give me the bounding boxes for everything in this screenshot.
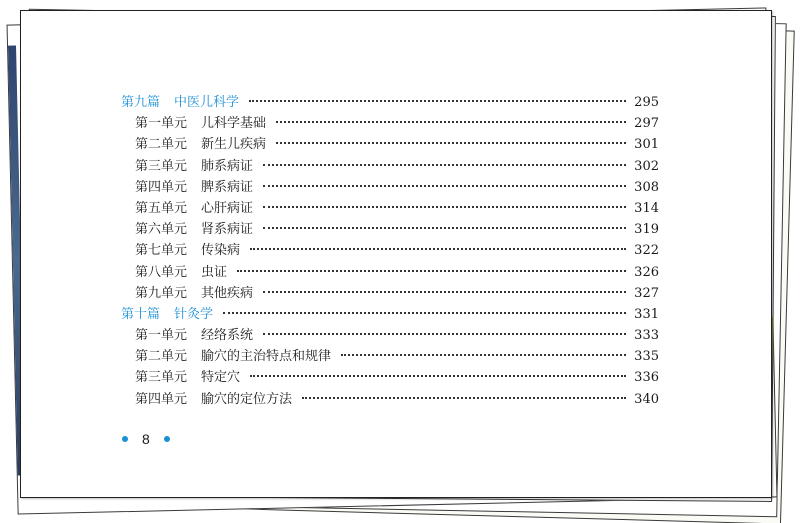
bullet-dot-icon (122, 436, 128, 442)
toc-entry-title: 虫证 (201, 264, 228, 280)
dot-leader (276, 121, 626, 123)
dot-leader (249, 100, 626, 102)
dot-leader (276, 142, 626, 144)
toc-entry-title: 儿科学基础 (201, 116, 267, 132)
toc-entry-label: 第二单元 (135, 349, 188, 365)
dot-leader (263, 185, 626, 187)
toc-page (20, 10, 772, 498)
toc-entry-page: 314 (634, 200, 659, 216)
toc-entry-page: 319 (634, 222, 659, 238)
page-number (122, 431, 170, 447)
dot-leader (250, 248, 626, 250)
dot-leader (263, 227, 626, 229)
toc-entry-label: 第三单元 (135, 158, 188, 174)
toc-entry-page: 326 (634, 264, 659, 280)
toc-unit-entry[interactable] (121, 112, 659, 133)
toc-unit-entry[interactable] (121, 261, 659, 282)
toc-entry-title: 肾系病证 (201, 222, 254, 238)
toc-entry-title: 腧穴的主治特点和规律 (201, 349, 332, 365)
toc-unit-entry[interactable] (121, 345, 659, 366)
page-number-text: 8 (142, 431, 150, 447)
toc-entry-page: 327 (634, 285, 659, 301)
toc-entry-page: 336 (634, 370, 659, 386)
toc-entry-page: 322 (634, 243, 659, 259)
toc-unit-entry[interactable] (121, 133, 659, 154)
toc-entry-title: 针灸学 (174, 306, 214, 322)
toc-unit-entry[interactable] (121, 388, 659, 409)
toc-entry-page: 335 (634, 349, 659, 365)
toc-entry-page: 340 (634, 391, 659, 407)
toc-entry-title: 其他疾病 (201, 285, 254, 301)
toc-entry-label: 第八单元 (135, 264, 188, 280)
toc-entry-title: 特定穴 (201, 370, 241, 386)
toc-entry-title: 经络系统 (201, 328, 254, 344)
toc-entry-page: 333 (634, 328, 659, 344)
toc-entry-label: 第七单元 (135, 243, 188, 259)
toc-entry-label: 第九篇 (121, 95, 161, 110)
toc-entry-title: 中医儿科学 (174, 95, 240, 110)
dot-leader (263, 164, 626, 166)
toc-entry-title: 新生儿疾病 (201, 137, 267, 153)
dot-leader (223, 312, 626, 314)
toc-entry-title: 腧穴的定位方法 (201, 391, 293, 407)
toc-entry-label: 第五单元 (135, 200, 188, 216)
toc-entry-label: 第一单元 (135, 328, 188, 344)
toc-part-entry[interactable] (121, 91, 659, 112)
toc-entry-page: 295 (634, 95, 659, 110)
toc-entry-page: 301 (634, 137, 659, 153)
toc-entry-label: 第十篇 (121, 306, 161, 322)
toc-unit-entry[interactable] (121, 366, 659, 387)
toc-entry-label: 第九单元 (135, 285, 188, 301)
toc-entry-label: 第二单元 (135, 137, 188, 153)
dot-leader (237, 270, 626, 272)
toc-entry-title: 脾系病证 (201, 179, 254, 195)
toc-unit-entry[interactable] (121, 324, 659, 345)
dot-leader (263, 206, 626, 208)
dot-leader (263, 333, 626, 335)
toc-unit-entry[interactable] (121, 218, 659, 239)
dot-leader (302, 397, 626, 399)
toc-entry-label: 第三单元 (135, 370, 188, 386)
toc-entry-page: 331 (634, 306, 659, 322)
toc-entry-page: 297 (634, 116, 659, 132)
toc-part-entry[interactable] (121, 303, 659, 324)
toc-entry-page: 302 (634, 158, 659, 174)
dot-leader (250, 375, 626, 377)
toc-entry-label: 第六单元 (135, 222, 188, 238)
toc-unit-entry[interactable] (121, 282, 659, 303)
toc-entry-title: 肺系病证 (201, 158, 254, 174)
toc-unit-entry[interactable] (121, 239, 659, 260)
toc-entry-label: 第一单元 (135, 116, 188, 132)
table-of-contents (121, 91, 659, 409)
toc-unit-entry[interactable] (121, 197, 659, 218)
bullet-dot-icon (164, 436, 170, 442)
dot-leader (341, 354, 626, 356)
toc-entry-page: 308 (634, 179, 659, 195)
toc-unit-entry[interactable] (121, 155, 659, 176)
toc-entry-title: 传染病 (201, 243, 241, 259)
toc-entry-title: 心肝病证 (201, 200, 254, 216)
toc-entry-label: 第四单元 (135, 391, 188, 407)
toc-unit-entry[interactable] (121, 176, 659, 197)
dot-leader (263, 291, 626, 293)
toc-entry-label: 第四单元 (135, 179, 188, 195)
